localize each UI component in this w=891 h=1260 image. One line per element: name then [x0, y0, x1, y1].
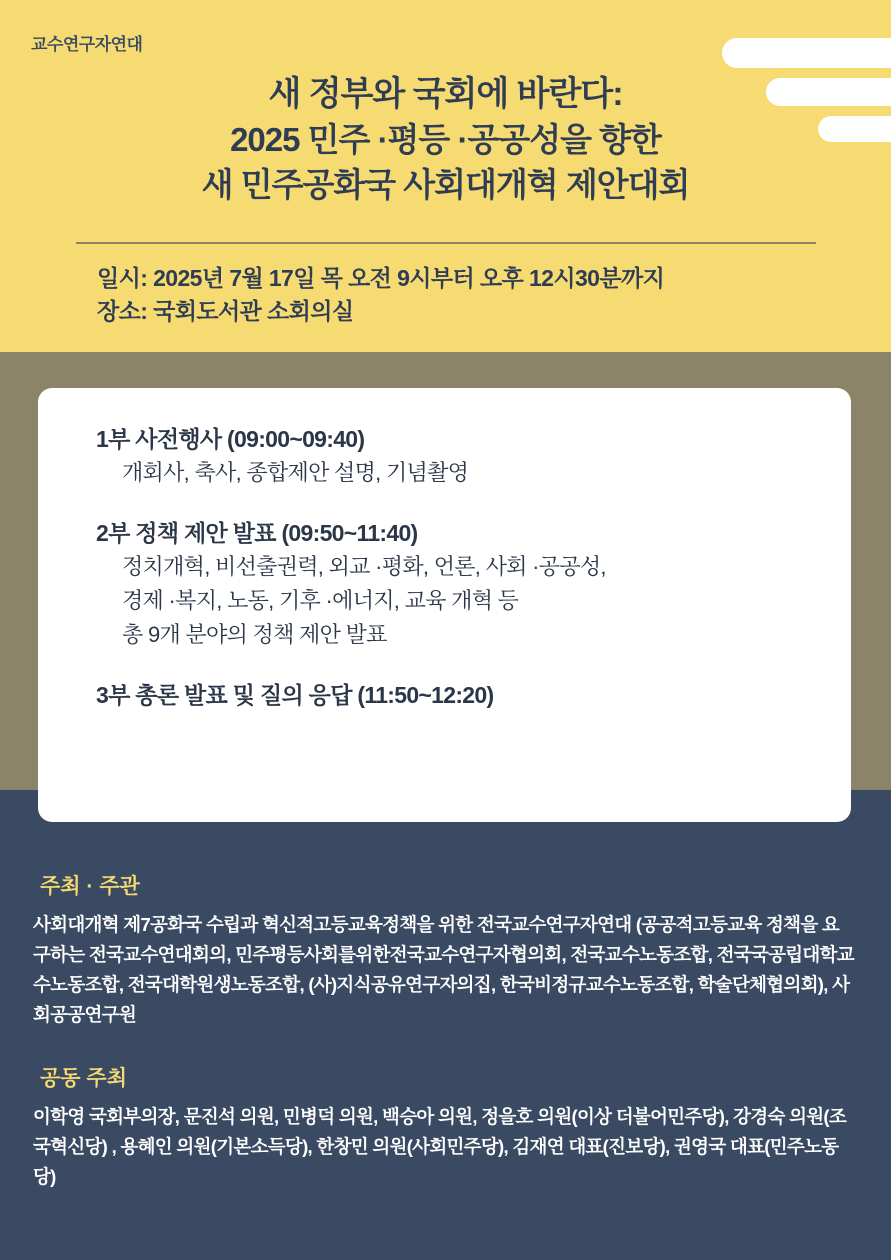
cloud-bar-icon — [722, 38, 891, 68]
event-info — [97, 262, 664, 328]
program-group-2 — [68, 516, 821, 652]
host-section-title: 주최 · 주관 — [40, 875, 140, 898]
title-line-3: 새 민주공화국 사회대개혁 제안대회 — [201, 166, 690, 203]
program-heading: 3부 총론 발표 및 질의 응답 (11:50~12:20) — [96, 682, 494, 708]
program-detail: 총 9개 분야의 정책 제안 발표 — [122, 622, 387, 647]
program-detail: 개회사, 축사, 종합제안 설명, 기념촬영 — [122, 460, 469, 485]
event-datetime: 일시: 2025년 7월 17일 목 오전 9시부터 오후 12시30분까지 — [97, 265, 665, 291]
program-card — [38, 388, 851, 822]
program-group-3 — [68, 678, 821, 712]
host-section — [0, 870, 891, 1030]
divider-top — [76, 242, 816, 244]
bottom-section — [0, 822, 891, 1260]
page-title — [0, 72, 891, 207]
program-heading: 2부 정책 제안 발표 (09:50~11:40) — [96, 520, 418, 546]
cohost-section-body: 이학영 국회부의장, 문진석 의원, 민병덕 의원, 백승아 의원, 정을호 의원(이상 더불어민주당), 강경숙 의원(조국혁신당) , 용혜인 의원(기본소득당), 한창민 의원(사회민주당), 김재연 대표(진보당), 권영국 대표(민주노동당) — [33, 1106, 847, 1187]
event-venue: 장소: 국회도서관 소회의실 — [97, 298, 354, 324]
program-group-1 — [68, 422, 821, 490]
title-line-1: 새 정부와 국회에 바란다: — [268, 75, 623, 113]
host-section-body: 사회대개혁 제7공화국 수립과 혁신적고등교육정책을 위한 전국교수연구자연대 (공공적고등교육 정책을 요구하는 전국교수연대회의, 민주평등사회를위한전국교수연구자협의회, 전국교수노동조합, 전국국공립대학교수노동조합, 전국대학원생노동조합, (사)지식공유연구자의집, 한국비정규교수노동조합, 학술단체협의회), 사회공공연구원 — [33, 914, 854, 1025]
cohost-section-title: 공동 주최 — [40, 1067, 127, 1090]
program-detail: 경제 ·복지, 노동, 기후 ·에너지, 교육 개혁 등 — [122, 588, 519, 613]
organization-tag: 교수연구자연대 — [31, 35, 143, 54]
program-detail: 정치개혁, 비선출권력, 외교 ·평화, 언론, 사회 ·공공성, — [122, 554, 606, 579]
program-heading: 1부 사전행사 (09:00~09:40) — [96, 426, 365, 452]
title-line-2: 2025 민주 ·평등 ·공공성을 향한 — [230, 121, 661, 158]
cohost-section — [0, 1062, 891, 1192]
